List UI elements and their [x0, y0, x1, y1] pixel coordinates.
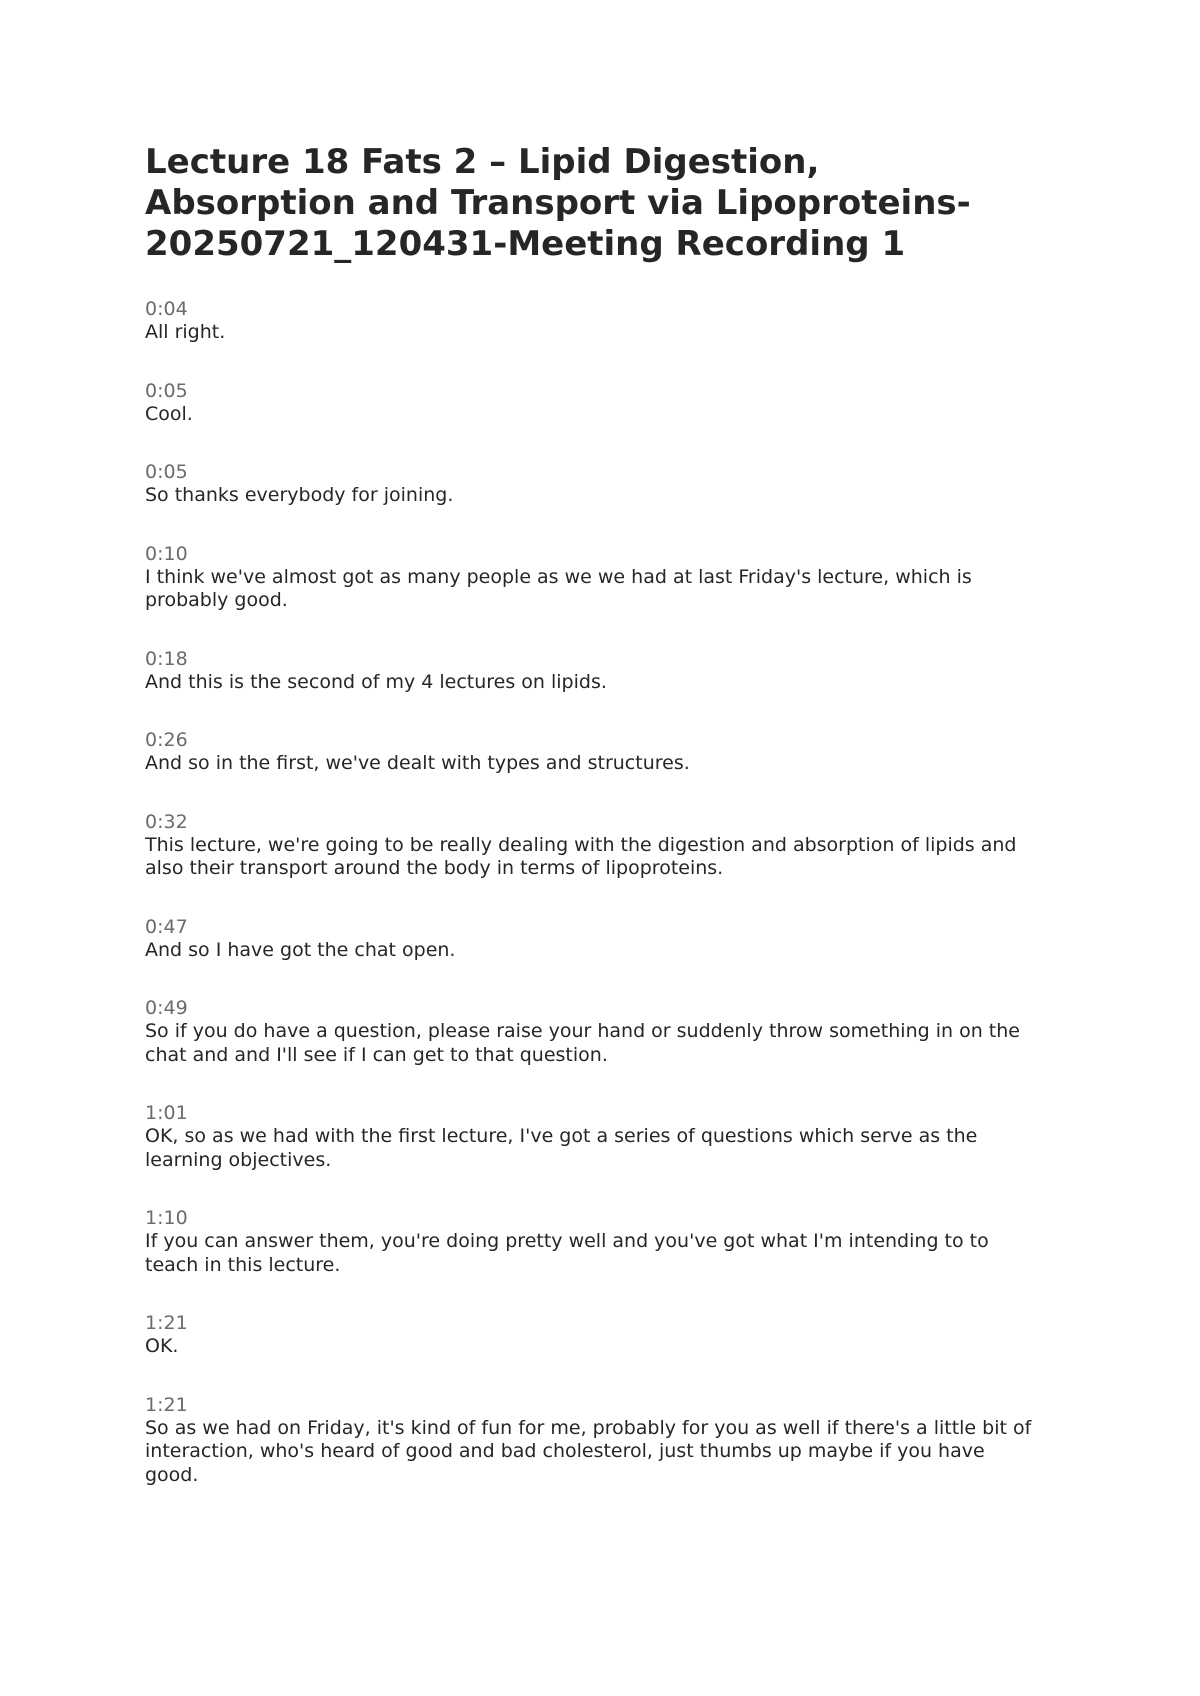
transcript-entry: [145, 728, 1040, 776]
timestamp: 0:49: [145, 997, 188, 1019]
utterance: This lecture, we're going to be really dealing with the digestion and absorption of lipids and also their transport around the body in terms of lipoproteins.: [145, 833, 1017, 879]
transcript-entry: [145, 1311, 1040, 1359]
transcript-entry: [145, 542, 1040, 613]
timestamp: 0:18: [145, 647, 188, 670]
document-title: Lecture 18 Fats 2 – Lipid Digestion, Absorption and Transport via Lipoproteins-20250721_120431-Meeting Recording 1: [145, 142, 971, 264]
utterance: And so I have got the chat open.: [145, 938, 456, 961]
utterance: OK.: [145, 1335, 179, 1357]
utterance: OK, so as we had with the first lecture, I've got a series of questions which serve as the learning objectives.: [145, 1125, 978, 1171]
transcript-entry: [145, 996, 1040, 1067]
timestamp: 0:26: [145, 729, 188, 751]
transcript-entry: [145, 1206, 1040, 1277]
utterance: And so in the first, we've dealt with types and structures.: [145, 752, 690, 774]
timestamp: 0:47: [145, 915, 188, 938]
utterance: Cool.: [145, 402, 193, 425]
transcript-entry: [145, 1393, 1040, 1488]
transcript-entry: [145, 297, 1040, 345]
timestamp: 0:05: [145, 461, 188, 483]
timestamp: 0:05: [145, 379, 188, 402]
timestamp: 0:10: [145, 542, 188, 565]
timestamp: 1:21: [145, 1393, 188, 1416]
utterance: I think we've almost got as many people as we we had at last Friday's lecture, which is probably good.: [145, 565, 972, 611]
transcript: [145, 297, 1040, 1487]
utterance: And this is the second of my 4 lectures on lipids.: [145, 670, 607, 693]
transcript-entry: [145, 460, 1040, 508]
timestamp: 1:01: [145, 1102, 188, 1124]
transcript-entry: [145, 810, 1040, 881]
timestamp: 0:32: [145, 810, 188, 833]
utterance: All right.: [145, 321, 226, 343]
transcript-entry: [145, 1101, 1040, 1172]
transcript-entry: [145, 915, 1040, 963]
utterance: So if you do have a question, please raise your hand or suddenly throw something in on the chat and and I'll see if I can get to that question.: [145, 1020, 1020, 1066]
timestamp: 1:10: [145, 1207, 188, 1229]
utterance: If you can answer them, you're doing pretty well and you've got what I'm intending to to teach in this lecture.: [145, 1230, 989, 1276]
timestamp: 0:04: [145, 298, 188, 320]
utterance: So as we had on Friday, it's kind of fun for me, probably for you as well if there's a little bit of interaction, who's heard of good and bad cholesterol, just thumbs up maybe if you have good.: [145, 1416, 1032, 1486]
timestamp: 1:21: [145, 1312, 188, 1334]
transcript-entry: [145, 379, 1040, 427]
transcript-entry: [145, 647, 1040, 695]
utterance: So thanks everybody for joining.: [145, 484, 454, 506]
